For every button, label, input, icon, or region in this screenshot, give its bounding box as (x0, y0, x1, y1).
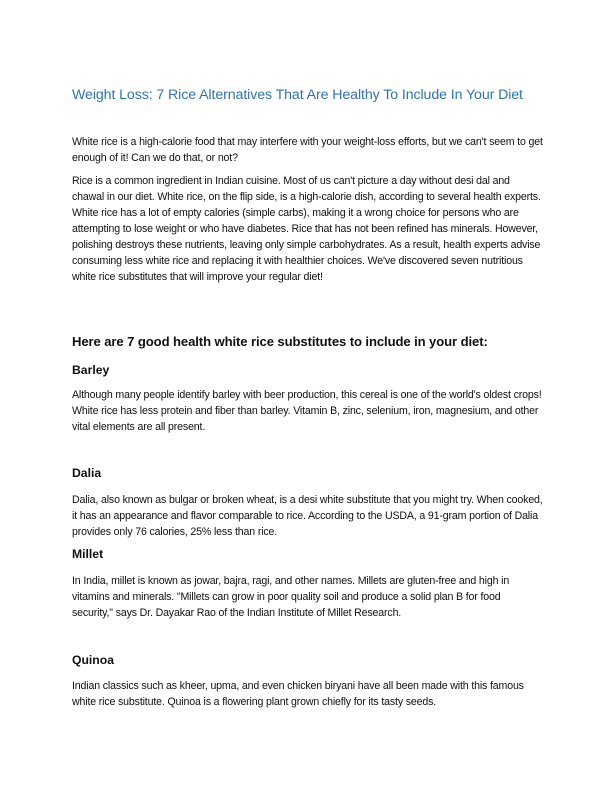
section-heading: Here are 7 good health white rice substitutes to include in your diet: (72, 334, 488, 349)
document-title: Weight Loss: 7 Rice Alternatives That Are Healthy To Include In Your Diet (72, 87, 523, 103)
intro-paragraph-2: Rice is a common ingredient in Indian cuisine. Most of us can't picture a day without desi dal and chawal in our diet. White rice, on the flip side, is a high-calorie dish, according to several health experts. White rice has a lot of empty calories (simple carbs), making it a wrong choice for persons who are attempting to lose weight or who have diabetes. Rice that has not been refined has minerals. However, polishing destroys these nutrients, leaving only simple carbohydrates. As a result, health experts advise consuming less white rice and replacing it with healthier choices. We've discovered seven nutritious white rice substitutes that will improve your regular diet! (72, 175, 541, 283)
substitute-heading-millet: Millet (72, 547, 104, 561)
substitute-text-millet: In India, millet is known as jowar, bajra, ragi, and other names. Millets are gluten-free and high in vitamins and minerals. "Millets can grow in poor quality soil and produce a solid plan B for food security," says Dr. Dayakar Rao of the Indian Institute of Millet Research. (72, 575, 510, 619)
substitute-heading-dalia: Dalia (72, 466, 102, 480)
substitute-text-dalia: Dalia, also known as bulgar or broken wheat, is a desi white substitute that you might try. When cooked, it has an appearance and flavor comparable to rice. According to the USDA, a 91-gram portion of Dalia provides only 76 calories, 25% less than rice. (72, 494, 543, 538)
substitute-text-quinoa: Indian classics such as kheer, upma, and even chicken biryani have all been made with this famous white rice substitute. Quinoa is a flowering plant grown chiefly for its tasty seeds. (72, 680, 524, 708)
substitute-heading-quinoa: Quinoa (72, 653, 114, 667)
substitute-text-barley: Although many people identify barley with beer production, this cereal is one of the world's oldest crops! White rice has less protein and fiber than barley. Vitamin B, zinc, selenium, iron, magnesium, and other vital elements are all present. (72, 389, 542, 433)
substitute-heading-barley: Barley (72, 363, 110, 377)
intro-paragraph-1: White rice is a high-calorie food that may interfere with your weight-loss efforts, but we can't seem to get enough of it! Can we do that, or not? (72, 136, 543, 164)
